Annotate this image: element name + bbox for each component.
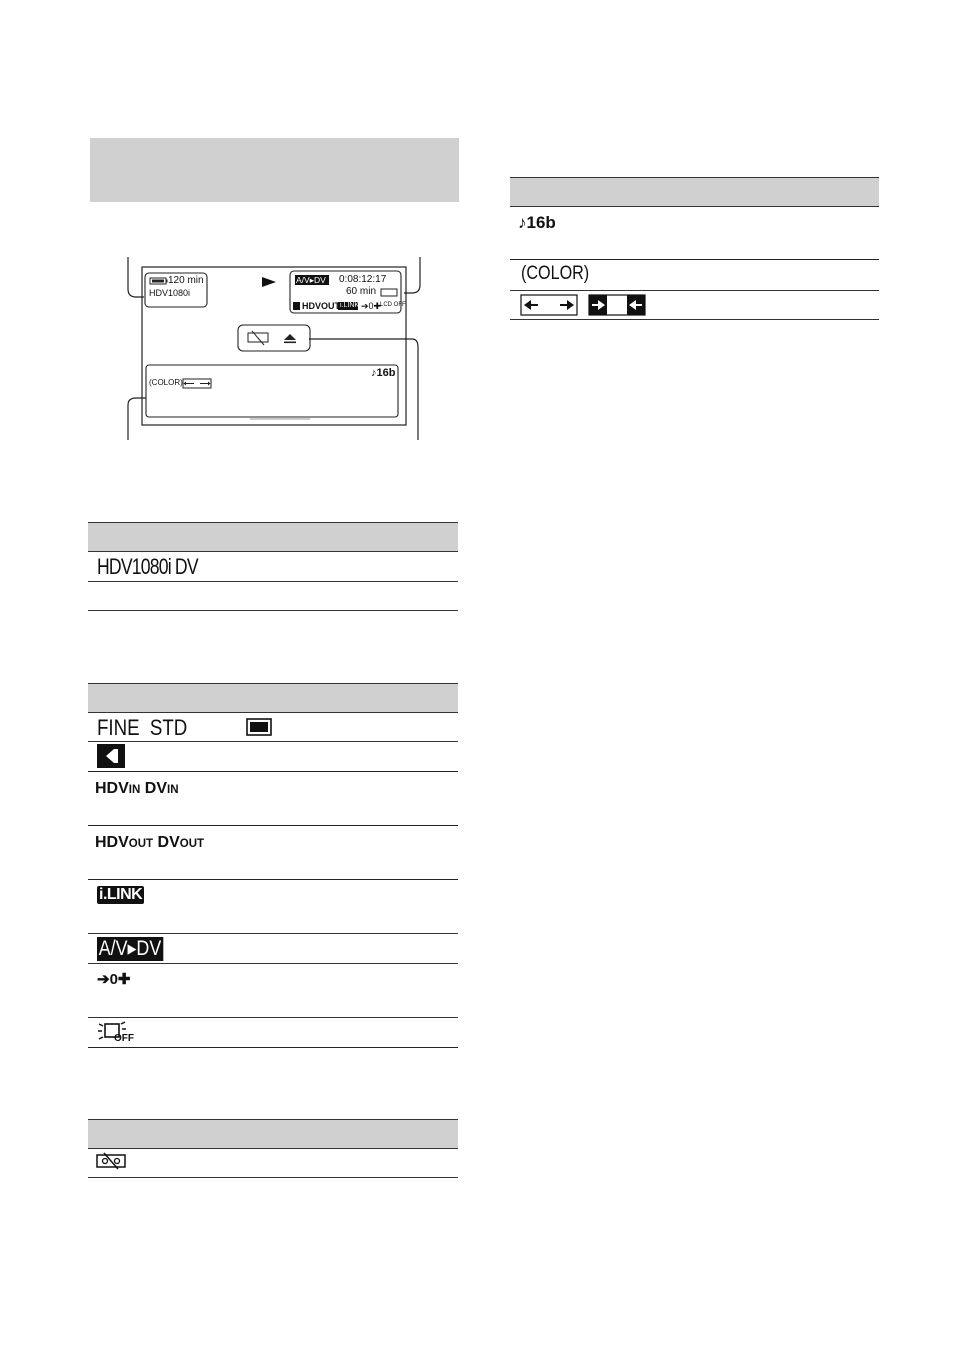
audio-mode-16b-icon: ♪16b — [518, 213, 556, 232]
color-bar-icon: (COLOR) — [521, 263, 590, 284]
wide-screen-icon — [246, 717, 272, 737]
table-quality-row-3-bottom — [88, 825, 458, 826]
table-quality-row-6-bottom — [88, 963, 458, 964]
screen-tape-remaining: 60 min — [346, 286, 377, 297]
hdv1080i-dv-icon: HDV1080i DV — [97, 554, 198, 579]
picture-effect-arrows-icon — [520, 294, 648, 316]
zero-set-memory-icon: ➔0✚ — [97, 971, 131, 988]
screen-format: HDV1080i — [149, 288, 191, 298]
hdvout-dvout-icon: HDVOUT DVOUT — [95, 834, 205, 851]
table-format-header — [88, 522, 458, 552]
table-quality-row-4-bottom — [88, 879, 458, 880]
table-right-bottom — [510, 319, 879, 320]
table-quality-row-5-bottom — [88, 933, 458, 934]
fine-std-icon: FINE STD — [97, 715, 188, 740]
screen-lcd-off: LCD OFF — [380, 302, 406, 308]
table-quality-row-2-bottom — [88, 771, 458, 772]
table-format-bottom — [88, 610, 458, 611]
table-quality-row-7-bottom — [88, 1017, 458, 1018]
table-quality-header — [88, 683, 458, 713]
av-to-dv-icon: A/V▸DV — [98, 937, 162, 960]
section-header-band — [90, 138, 459, 202]
hdvin-dvin-icon: HDVIN DVIN — [95, 780, 179, 797]
screen-color-bar: (COLOR) — [149, 378, 183, 387]
screen-ilink: i.LINK — [340, 302, 360, 309]
table-format-divider — [88, 581, 458, 582]
screen-remaining: 120 min — [168, 275, 204, 286]
table-quality-bottom — [88, 1047, 458, 1048]
table-rec-bottom — [88, 1177, 458, 1178]
table-right-header — [510, 177, 879, 207]
table-rec-header — [88, 1119, 458, 1149]
ilink-icon: i.LINK — [99, 886, 143, 903]
screen-av-dv: A/V▸DV — [296, 275, 326, 285]
screen-audio-mode: ♪16b — [371, 367, 396, 379]
rec-mode-icon — [97, 744, 125, 768]
screen-timecode: 0:08:12:17 — [339, 274, 387, 285]
table-quality-row-1-bottom — [88, 741, 458, 742]
lcd-off-label: OFF — [114, 1033, 134, 1044]
table-right-row-2-bottom — [510, 290, 879, 291]
table-right-row-1-bottom — [510, 259, 879, 260]
screen-hdvout: HDVOUT — [302, 301, 340, 311]
screen-zero-set: ➔0✚ — [361, 301, 382, 311]
no-rec-tab-icon — [96, 1152, 126, 1170]
